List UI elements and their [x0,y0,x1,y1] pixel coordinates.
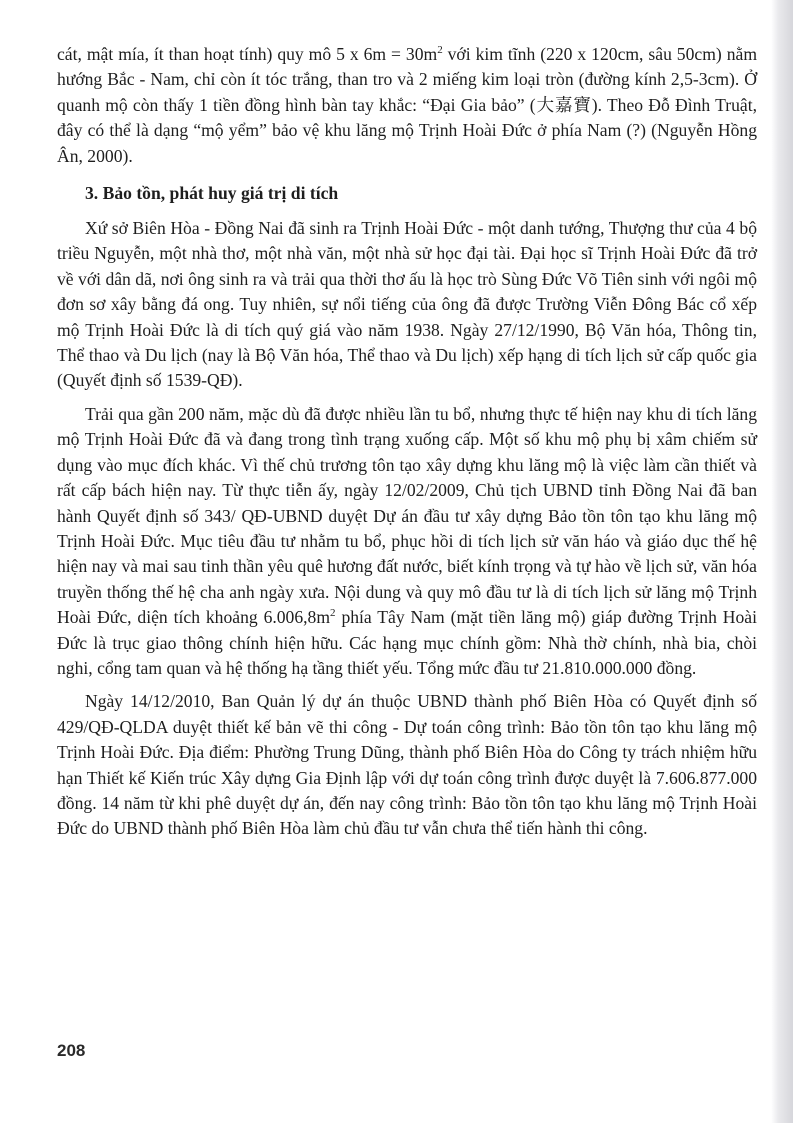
page-edge-shadow [771,0,793,1123]
paragraph-2-part2: phía Tây Nam (mặt tiền lăng mộ) giáp đường Trịnh Hoài Đức là trục giao thông chính hiện hữu. Các hạng mục chính gồm: Nhà thờ chính, nhà bia, chòi nghi, cổng tam quan và hệ thống hạ tầng thiết yếu. Tổng mức đầu tư 21.810.000.000 đồng. [57,607,757,678]
paragraph-1: Xứ sở Biên Hòa - Đồng Nai đã sinh ra Trịnh Hoài Đức - một danh tướng, Thượng thư của 4 bộ triều Nguyễn, một nhà thơ, một nhà văn, một nhà sử học đại tài. Đại học sĩ Trịnh Hoài Đức đã trở về với dân dã, nơi ông sinh ra và trải qua thời thơ ấu là học trò Sùng Đức Võ Tiên sinh với ngôi mộ đơn sơ xây bằng đá ong. Tuy nhiên, sự nổi tiếng của ông đã được Trường Viễn Đông Bác cổ xếp mộ Trịnh Hoài Đức là di tích quý giá vào năm 1938. Ngày 27/12/1990, Bộ Văn hóa, Thông tin, Thể thao và Du lịch (nay là Bộ Văn hóa, Thể thao và Du lịch) xếp hạng di tích lịch sử cấp quốc gia (Quyết định số 1539-QĐ). [57,218,757,391]
superscript-square: 2 [437,44,443,57]
paragraph-intro [57,42,757,169]
page-body [57,42,757,842]
paragraph-intro-part1: cát, mật mía, ít than hoạt tính) quy mô 5 x 6m = 30m [57,44,438,64]
section-heading: 3. Bảo tồn, phát huy giá trị di tích [85,183,339,204]
paragraph-2-part1: Trải qua gần 200 năm, mặc dù đã được nhiều lần tu bổ, nhưng thực tế hiện nay khu di tích lăng mộ Trịnh Hoài Đức đã và đang trong tình trạng xuống cấp. Một số khu mộ phụ bị xâm chiếm sử dụng vào mục đích khác. Vì thế chủ trương tôn tạo xây dựng khu lăng mộ là việc làm cần thiết và rất cấp bách hiện nay. Từ thực tiễn ấy, ngày 12/02/2009, Chủ tịch UBND tỉnh Đồng Nai đã ban hành Quyết định số 343/ QĐ-UBND duyệt Dự án đầu tư xây dựng Bảo tồn tôn tạo khu lăng mộ Trịnh Hoài Đức. Mục tiêu đầu tư nhằm tu bổ, phục hồi di tích lịch sử văn háo và giáo dục thế hệ hiện nay và mai sau tinh thần yêu quê hương đất nước, biết kính trọng và tự hào về lịch sử, văn hóa truyền thống thế hệ cha anh ngày xưa. Nội dung và quy mô đầu tư là di tích lịch sử lăng mộ Trịnh Hoài Đức, diện tích khoảng 6.006,8m [57,403,757,628]
superscript-square: 2 [330,607,336,620]
page-number: 208 [57,1041,86,1060]
paragraph-2 [57,402,757,681]
paragraph-3: Ngày 14/12/2010, Ban Quản lý dự án thuộc UBND thành phố Biên Hòa có Quyết định số 429/QĐ-QLDA duyệt thiết kế bản vẽ thi công - Dự toán công trình: Bảo tồn tôn tạo khu lăng mộ Trịnh Hoài Đức. Địa điểm: Phường Trung Dũng, thành phố Biên Hòa do Công ty trách nhiệm hữu hạn Thiết kế Kiến trúc Xây dựng Gia Định lập với dự toán công trình được duyệt là 7.606.877.000 đồng. 14 năm từ khi phê duyệt dự án, đến nay công trình: Bảo tồn tôn tạo khu lăng mộ Trịnh Hoài Đức do UBND thành phố Biên Hòa làm chủ đầu tư vẫn chưa thể tiến hành thi công. [57,691,757,839]
paragraph-intro-part2: với kim tĩnh (220 x 120cm, sâu 50cm) nằm hướng Bắc - Nam, chỉ còn ít tóc trắng, than tro và 2 miếng kim loại tròn (đường kính 2,5-3cm). Ở quanh mộ còn thấy 1 tiền đồng hình bàn tay khắc: “Đại Gia bảo” (大嘉寶). Theo Đỗ Đình Truật, đây có thể là dạng “mộ yểm” bảo vệ khu lăng mộ Trịnh Hoài Đức ở phía Nam (?) (Nguyễn Hồng Ân, 2000). [57,44,758,166]
